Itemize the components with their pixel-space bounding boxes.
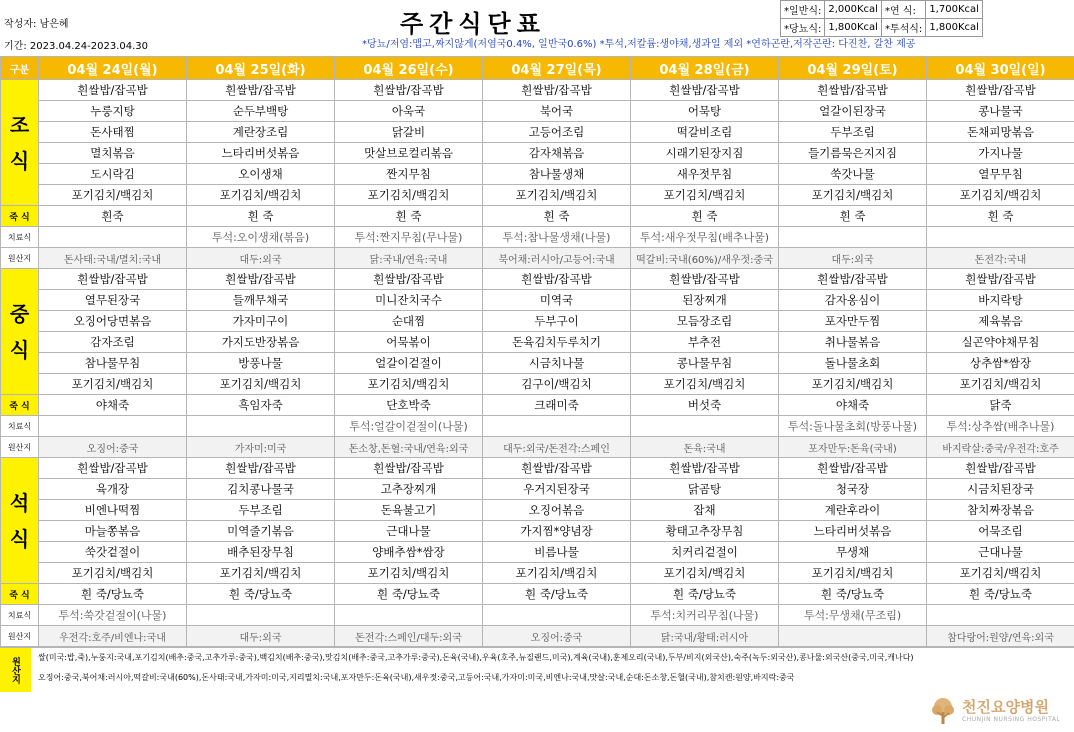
origin-row: [1, 437, 1074, 458]
diet-item: 투석:참나물생채(나물): [483, 227, 631, 248]
menu-item: 오징어볶음: [483, 500, 631, 521]
diet-row: [1, 227, 1074, 248]
menu-item: 포기김치/백김치: [187, 185, 335, 206]
origin-item: 대두:외국: [187, 248, 335, 269]
day-header: 04월 24일(월): [39, 57, 187, 80]
meal-label: 조식: [1, 80, 39, 206]
menu-item: 쑥갓겉절이: [39, 542, 187, 563]
porridge-item: 흰 죽/당뇨죽: [927, 584, 1074, 605]
menu-item: 돌나물초회: [779, 353, 927, 374]
porridge-item: 버섯죽: [631, 395, 779, 416]
menu-item: 도시락김: [39, 164, 187, 185]
menu-item: 치커리겉절이: [631, 542, 779, 563]
menu-item: 참치짜장볶음: [927, 500, 1074, 521]
menu-item: 시금치된장국: [927, 479, 1074, 500]
diet-item: 투석:쑥갓겉절이(나물): [39, 605, 187, 626]
porridge-label: 죽 식: [1, 395, 39, 416]
diet-item: 투석:얼갈이겉절이(나물): [335, 416, 483, 437]
menu-item: 근대나물: [927, 542, 1074, 563]
diet-item: 투석:무생채(무조림): [779, 605, 927, 626]
porridge-item: 흰 죽: [779, 206, 927, 227]
menu-row: [1, 353, 1074, 374]
menu-item: 양배추쌈*쌈장: [335, 542, 483, 563]
menu-item: 흰쌀밥/잡곡밥: [927, 458, 1074, 479]
menu-row: [1, 143, 1074, 164]
kcal-label: *당뇨식:: [781, 19, 825, 37]
origin-item: 바지락살:중국/우전각:호주: [927, 437, 1074, 458]
menu-item: 쑥갓나물: [779, 164, 927, 185]
menu-item: 시금치나물: [483, 353, 631, 374]
diet-item: [927, 605, 1074, 626]
menu-item: 흰쌀밥/잡곡밥: [335, 80, 483, 101]
menu-item: 콩나물국: [927, 101, 1074, 122]
origin-row: [1, 626, 1074, 647]
porridge-item: 흰 죽/당뇨죽: [187, 584, 335, 605]
author: 작성자: 남은혜: [4, 15, 69, 30]
porridge-item: 흰 죽/당뇨죽: [39, 584, 187, 605]
menu-item: 두부조림: [779, 122, 927, 143]
menu-item: 포기김치/백김치: [779, 563, 927, 584]
menu-item: 열무무침: [927, 164, 1074, 185]
hospital-subtitle: CHUNJIN NURSING HOSPITAL: [962, 716, 1060, 723]
menu-item: 흰쌀밥/잡곡밥: [631, 80, 779, 101]
hospital-name: 천진요양병원: [962, 696, 1049, 717]
menu-item: 청국장: [779, 479, 927, 500]
menu-item: 돈육김치두루치기: [483, 332, 631, 353]
menu-item: 황태고추장무침: [631, 521, 779, 542]
menu-item: 포기김치/백김치: [187, 374, 335, 395]
menu-item: 흰쌀밥/잡곡밥: [483, 458, 631, 479]
diet-row: [1, 605, 1074, 626]
day-header: 04월 29일(토): [779, 57, 927, 80]
period: 기간: 2023.04.24-2023.04.30: [4, 37, 148, 52]
origin-row: [1, 248, 1074, 269]
origin-item: 북어채:러시아/고등어:국내: [483, 248, 631, 269]
menu-row: [1, 563, 1074, 584]
menu-item: 닭갈비: [335, 122, 483, 143]
meal-label: 중식: [1, 269, 39, 395]
porridge-label: 죽 식: [1, 206, 39, 227]
menu-item: 콩나물무침: [631, 353, 779, 374]
day-header: 04월 26일(수): [335, 57, 483, 80]
menu-item: 미역줄기볶음: [187, 521, 335, 542]
origin-footer-line: 쌀(미국:밥,죽),누룽지:국내,포기김치(배추:중국,고추가루:중국),백김치(배추:중국),맛김치(배추:중국,고추가루:중국),돈육(국내),우육(호주,뉴질랜드,미국),계육(국내),훈제오리(국내),두부/비지(외국산),숙주(녹두:외국산),콩나물:외국산(중국,미국,캐나다): [38, 652, 914, 663]
menu-item: 방풍나물: [187, 353, 335, 374]
menu-row: [1, 101, 1074, 122]
porridge-item: 흰 죽: [335, 206, 483, 227]
menu-item: 흰쌀밥/잡곡밥: [187, 458, 335, 479]
kcal-value: 2,000Kcal: [825, 1, 882, 19]
origin-item: 돈전각:국내: [927, 248, 1074, 269]
menu-item: 계란장조림: [187, 122, 335, 143]
kcal-label: *연 식:: [881, 1, 925, 19]
menu-row: [1, 500, 1074, 521]
menu-item: 비름나물: [483, 542, 631, 563]
porridge-row: [1, 206, 1074, 227]
menu-item: 취나물볶음: [779, 332, 927, 353]
menu-item: 비엔나떡찜: [39, 500, 187, 521]
menu-item: 누룽지탕: [39, 101, 187, 122]
diet-item: 투석:새우젓무침(배추나물): [631, 227, 779, 248]
menu-item: 돈사태찜: [39, 122, 187, 143]
diet-item: [779, 227, 927, 248]
menu-item: 짠지무침: [335, 164, 483, 185]
menu-item: 된장찌개: [631, 290, 779, 311]
menu-item: 오징어당면볶음: [39, 311, 187, 332]
menu-item: 흰쌀밥/잡곡밥: [187, 80, 335, 101]
menu-item: 멸치볶음: [39, 143, 187, 164]
menu-row: [1, 332, 1074, 353]
menu-item: 고등어조림: [483, 122, 631, 143]
origin-label: 원산지: [1, 437, 39, 458]
origin-item: 돈사태:국내/멸치:국내: [39, 248, 187, 269]
menu-item: 돈육불고기: [335, 500, 483, 521]
menu-item: 흰쌀밥/잡곡밥: [39, 80, 187, 101]
day-header-row: [1, 57, 1074, 80]
menu-item: 돈채피망볶음: [927, 122, 1074, 143]
diet-item: [39, 416, 187, 437]
menu-item: 순두부백탕: [187, 101, 335, 122]
menu-item: 포기김치/백김치: [779, 374, 927, 395]
origin-item: 가자미:미국: [187, 437, 335, 458]
menu-item: 포기김치/백김치: [187, 563, 335, 584]
menu-item: 계란후라이: [779, 500, 927, 521]
menu-row: [1, 374, 1074, 395]
menu-row: [1, 542, 1074, 563]
porridge-item: 흰 죽/당뇨죽: [631, 584, 779, 605]
origin-item: 대두:외국: [779, 248, 927, 269]
origin-footer-label: 원산지: [0, 648, 31, 692]
menu-item: 포기김치/백김치: [39, 563, 187, 584]
diet-item: [187, 416, 335, 437]
diet-row: [1, 416, 1074, 437]
menu-item: 포기김치/백김치: [483, 563, 631, 584]
diet-item: [335, 605, 483, 626]
menu-item: 흰쌀밥/잡곡밥: [39, 269, 187, 290]
menu-item: 새우젓무침: [631, 164, 779, 185]
porridge-item: 단호박죽: [335, 395, 483, 416]
menu-item: 두부조림: [187, 500, 335, 521]
menu-item: 흰쌀밥/잡곡밥: [927, 269, 1074, 290]
calorie-table: [780, 0, 983, 37]
menu-item: 흰쌀밥/잡곡밥: [779, 458, 927, 479]
menu-item: 제육볶음: [927, 311, 1074, 332]
menu-item: 감자채볶음: [483, 143, 631, 164]
diet-item: [631, 416, 779, 437]
menu-row: [1, 122, 1074, 143]
menu-item: 포기김치/백김치: [39, 185, 187, 206]
weekly-menu-table: [0, 56, 1074, 647]
menu-row: [1, 458, 1074, 479]
corner-label: 구분: [1, 57, 39, 80]
menu-item: 얼갈이겉절이: [335, 353, 483, 374]
menu-item: 고추장찌개: [335, 479, 483, 500]
origin-footer-line: 오징어:중국,북어채:러시아,떡갈비:국내(60%),돈사태:국내,가자미:미국,지리멸치:국내,포자만두:돈육(국내),새우젓:중국,고등어:국내,가자미:미국,비엔나:국내,맛살:국내,순대:돈소창,돈혈(국내),참치캔:원양,바지락:중국: [38, 672, 795, 683]
menu-item: 우거지된장국: [483, 479, 631, 500]
diet-label: 치료식: [1, 227, 39, 248]
kcal-label: *일반식:: [781, 1, 825, 19]
origin-item: 오징어:중국: [39, 437, 187, 458]
menu-item: 포기김치/백김치: [335, 185, 483, 206]
menu-item: 흰쌀밥/잡곡밥: [335, 458, 483, 479]
menu-row: [1, 269, 1074, 290]
menu-item: 시래기된장지짐: [631, 143, 779, 164]
menu-item: 흰쌀밥/잡곡밥: [483, 269, 631, 290]
menu-item: 순대찜: [335, 311, 483, 332]
diet-label: 치료식: [1, 416, 39, 437]
menu-item: 맛살브로컬리볶음: [335, 143, 483, 164]
menu-item: 열무된장국: [39, 290, 187, 311]
diet-item: 투석:오이생채(볶음): [187, 227, 335, 248]
menu-item: 포기김치/백김치: [779, 185, 927, 206]
menu-row: [1, 80, 1074, 101]
menu-item: 부추전: [631, 332, 779, 353]
menu-item: 가자미구이: [187, 311, 335, 332]
menu-item: 포기김치/백김치: [631, 563, 779, 584]
meal-label: 석식: [1, 458, 39, 584]
kcal-value: 1,700Kcal: [926, 1, 983, 19]
origin-label: 원산지: [1, 248, 39, 269]
porridge-item: 흰죽: [39, 206, 187, 227]
porridge-item: 흰 죽: [187, 206, 335, 227]
menu-item: 모듬장조림: [631, 311, 779, 332]
menu-item: 포자만두찜: [779, 311, 927, 332]
menu-row: [1, 185, 1074, 206]
kcal-value: 1,800Kcal: [825, 19, 882, 37]
menu-row: [1, 164, 1074, 185]
menu-item: 흰쌀밥/잡곡밥: [779, 269, 927, 290]
menu-item: 포기김치/백김치: [483, 185, 631, 206]
porridge-row: [1, 395, 1074, 416]
menu-item: 가지도반장볶음: [187, 332, 335, 353]
menu-item: 김구이/백김치: [483, 374, 631, 395]
diet-item: 투석:돌나물초회(방풍나물): [779, 416, 927, 437]
menu-item: 흰쌀밥/잡곡밥: [483, 80, 631, 101]
menu-item: 두부구이: [483, 311, 631, 332]
day-header: 04월 25일(화): [187, 57, 335, 80]
menu-row: [1, 479, 1074, 500]
origin-item: 닭:국내/황태:러시아: [631, 626, 779, 647]
menu-row: [1, 311, 1074, 332]
menu-item: 미니잔치국수: [335, 290, 483, 311]
porridge-item: 흰 죽/당뇨죽: [335, 584, 483, 605]
day-header: 04월 28일(금): [631, 57, 779, 80]
menu-item: 미역국: [483, 290, 631, 311]
diet-item: 투석:짠지무침(무나물): [335, 227, 483, 248]
menu-item: 닭곰탕: [631, 479, 779, 500]
menu-item: 어묵볶이: [335, 332, 483, 353]
porridge-label: 죽 식: [1, 584, 39, 605]
menu-item: 포기김치/백김치: [927, 374, 1074, 395]
diet-item: [187, 605, 335, 626]
porridge-item: 흰 죽: [483, 206, 631, 227]
menu-item: 어묵탕: [631, 101, 779, 122]
porridge-item: 흰 죽: [631, 206, 779, 227]
menu-item: 포기김치/백김치: [39, 374, 187, 395]
menu-row: [1, 290, 1074, 311]
origin-item: 돈전각:스페인/대두:외국: [335, 626, 483, 647]
menu-item: 포기김치/백김치: [335, 374, 483, 395]
menu-item: 잡채: [631, 500, 779, 521]
header: [0, 0, 1074, 55]
diet-item: [483, 416, 631, 437]
menu-item: 육개장: [39, 479, 187, 500]
diet-label: 치료식: [1, 605, 39, 626]
diet-item: 투석:상추쌈(배추나물): [927, 416, 1074, 437]
porridge-item: 흰 죽: [927, 206, 1074, 227]
day-header: 04월 30일(일): [927, 57, 1074, 80]
menu-item: 흰쌀밥/잡곡밥: [335, 269, 483, 290]
porridge-item: 크래미죽: [483, 395, 631, 416]
menu-item: 포기김치/백김치: [631, 374, 779, 395]
menu-item: 참나물무침: [39, 353, 187, 374]
porridge-item: 닭죽: [927, 395, 1074, 416]
menu-item: 오이생채: [187, 164, 335, 185]
menu-item: 흰쌀밥/잡곡밥: [631, 269, 779, 290]
origin-item: 참다랑어:원양/연육:외국: [927, 626, 1074, 647]
menu-item: 감자조림: [39, 332, 187, 353]
menu-item: 들기름묵은지지짐: [779, 143, 927, 164]
origin-item: 대두:외국: [187, 626, 335, 647]
porridge-item: 흑임자죽: [187, 395, 335, 416]
origin-item: 대두:외국/돈전각:스페인: [483, 437, 631, 458]
origin-label: 원산지: [1, 626, 39, 647]
diet-item: 투석:치커리무침(나물): [631, 605, 779, 626]
menu-item: 마늘쫑볶음: [39, 521, 187, 542]
menu-item: 떡갈비조림: [631, 122, 779, 143]
menu-item: 감자옹심이: [779, 290, 927, 311]
kcal-value: 1,800Kcal: [926, 19, 983, 37]
menu-item: 아욱국: [335, 101, 483, 122]
menu-item: 상추쌈*쌈장: [927, 353, 1074, 374]
porridge-row: [1, 584, 1074, 605]
menu-item: 느타리버섯볶음: [187, 143, 335, 164]
origin-item: 포자만두:돈육(국내): [779, 437, 927, 458]
menu-item: 흰쌀밥/잡곡밥: [39, 458, 187, 479]
origin-item: 돈육:국내: [631, 437, 779, 458]
menu-item: 가지찜*양념장: [483, 521, 631, 542]
porridge-item: 야채죽: [779, 395, 927, 416]
diet-item: [39, 227, 187, 248]
menu-item: 어묵조림: [927, 521, 1074, 542]
menu-item: 들깨무채국: [187, 290, 335, 311]
origin-footer: [0, 647, 1074, 732]
origin-item: 우전각:호주/비엔나:국내: [39, 626, 187, 647]
diet-item: [927, 227, 1074, 248]
menu-item: 바지락탕: [927, 290, 1074, 311]
menu-item: 가지나물: [927, 143, 1074, 164]
menu-item: 북어국: [483, 101, 631, 122]
hospital-logo: [928, 694, 1068, 728]
tree-icon: [928, 696, 958, 726]
menu-item: 흰쌀밥/잡곡밥: [927, 80, 1074, 101]
menu-item: 흰쌀밥/잡곡밥: [187, 269, 335, 290]
menu-item: 김치콩나물국: [187, 479, 335, 500]
menu-item: 포기김치/백김치: [335, 563, 483, 584]
menu-item: 무생채: [779, 542, 927, 563]
menu-item: 근대나물: [335, 521, 483, 542]
porridge-item: 흰 죽/당뇨죽: [779, 584, 927, 605]
day-header: 04월 27일(목): [483, 57, 631, 80]
menu-item: 포기김치/백김치: [927, 563, 1074, 584]
menu-item: 포기김치/백김치: [631, 185, 779, 206]
porridge-item: 야채죽: [39, 395, 187, 416]
origin-item: 돈소창,돈혈:국내/연육:외국: [335, 437, 483, 458]
kcal-label: *투석식:: [881, 19, 925, 37]
menu-item: 얼갈이된장국: [779, 101, 927, 122]
menu-item: 포기김치/백김치: [927, 185, 1074, 206]
origin-item: 떡갈비:국내(60%)/새우젓:중국: [631, 248, 779, 269]
diet-notes: *당뇨/저염:맵고,짜지않게(저염국0.4%, 일반국0.6%) *투석,저칼륨:생야채,생과일 제외 *연하곤란,저작곤란: 다진찬, 갈찬 제공: [362, 35, 915, 50]
menu-item: 느타리버섯볶음: [779, 521, 927, 542]
menu-item: 참나물생채: [483, 164, 631, 185]
menu-item: 실곤약야채무침: [927, 332, 1074, 353]
menu-item: 흰쌀밥/잡곡밥: [631, 458, 779, 479]
origin-item: [779, 626, 927, 647]
porridge-item: 흰 죽/당뇨죽: [483, 584, 631, 605]
menu-row: [1, 521, 1074, 542]
origin-item: 닭:국내/연육:국내: [335, 248, 483, 269]
menu-item: 흰쌀밥/잡곡밥: [779, 80, 927, 101]
origin-item: 오징어:중국: [483, 626, 631, 647]
diet-item: [483, 605, 631, 626]
page-title: 주간식단표: [400, 4, 546, 39]
menu-item: 배추된장무침: [187, 542, 335, 563]
